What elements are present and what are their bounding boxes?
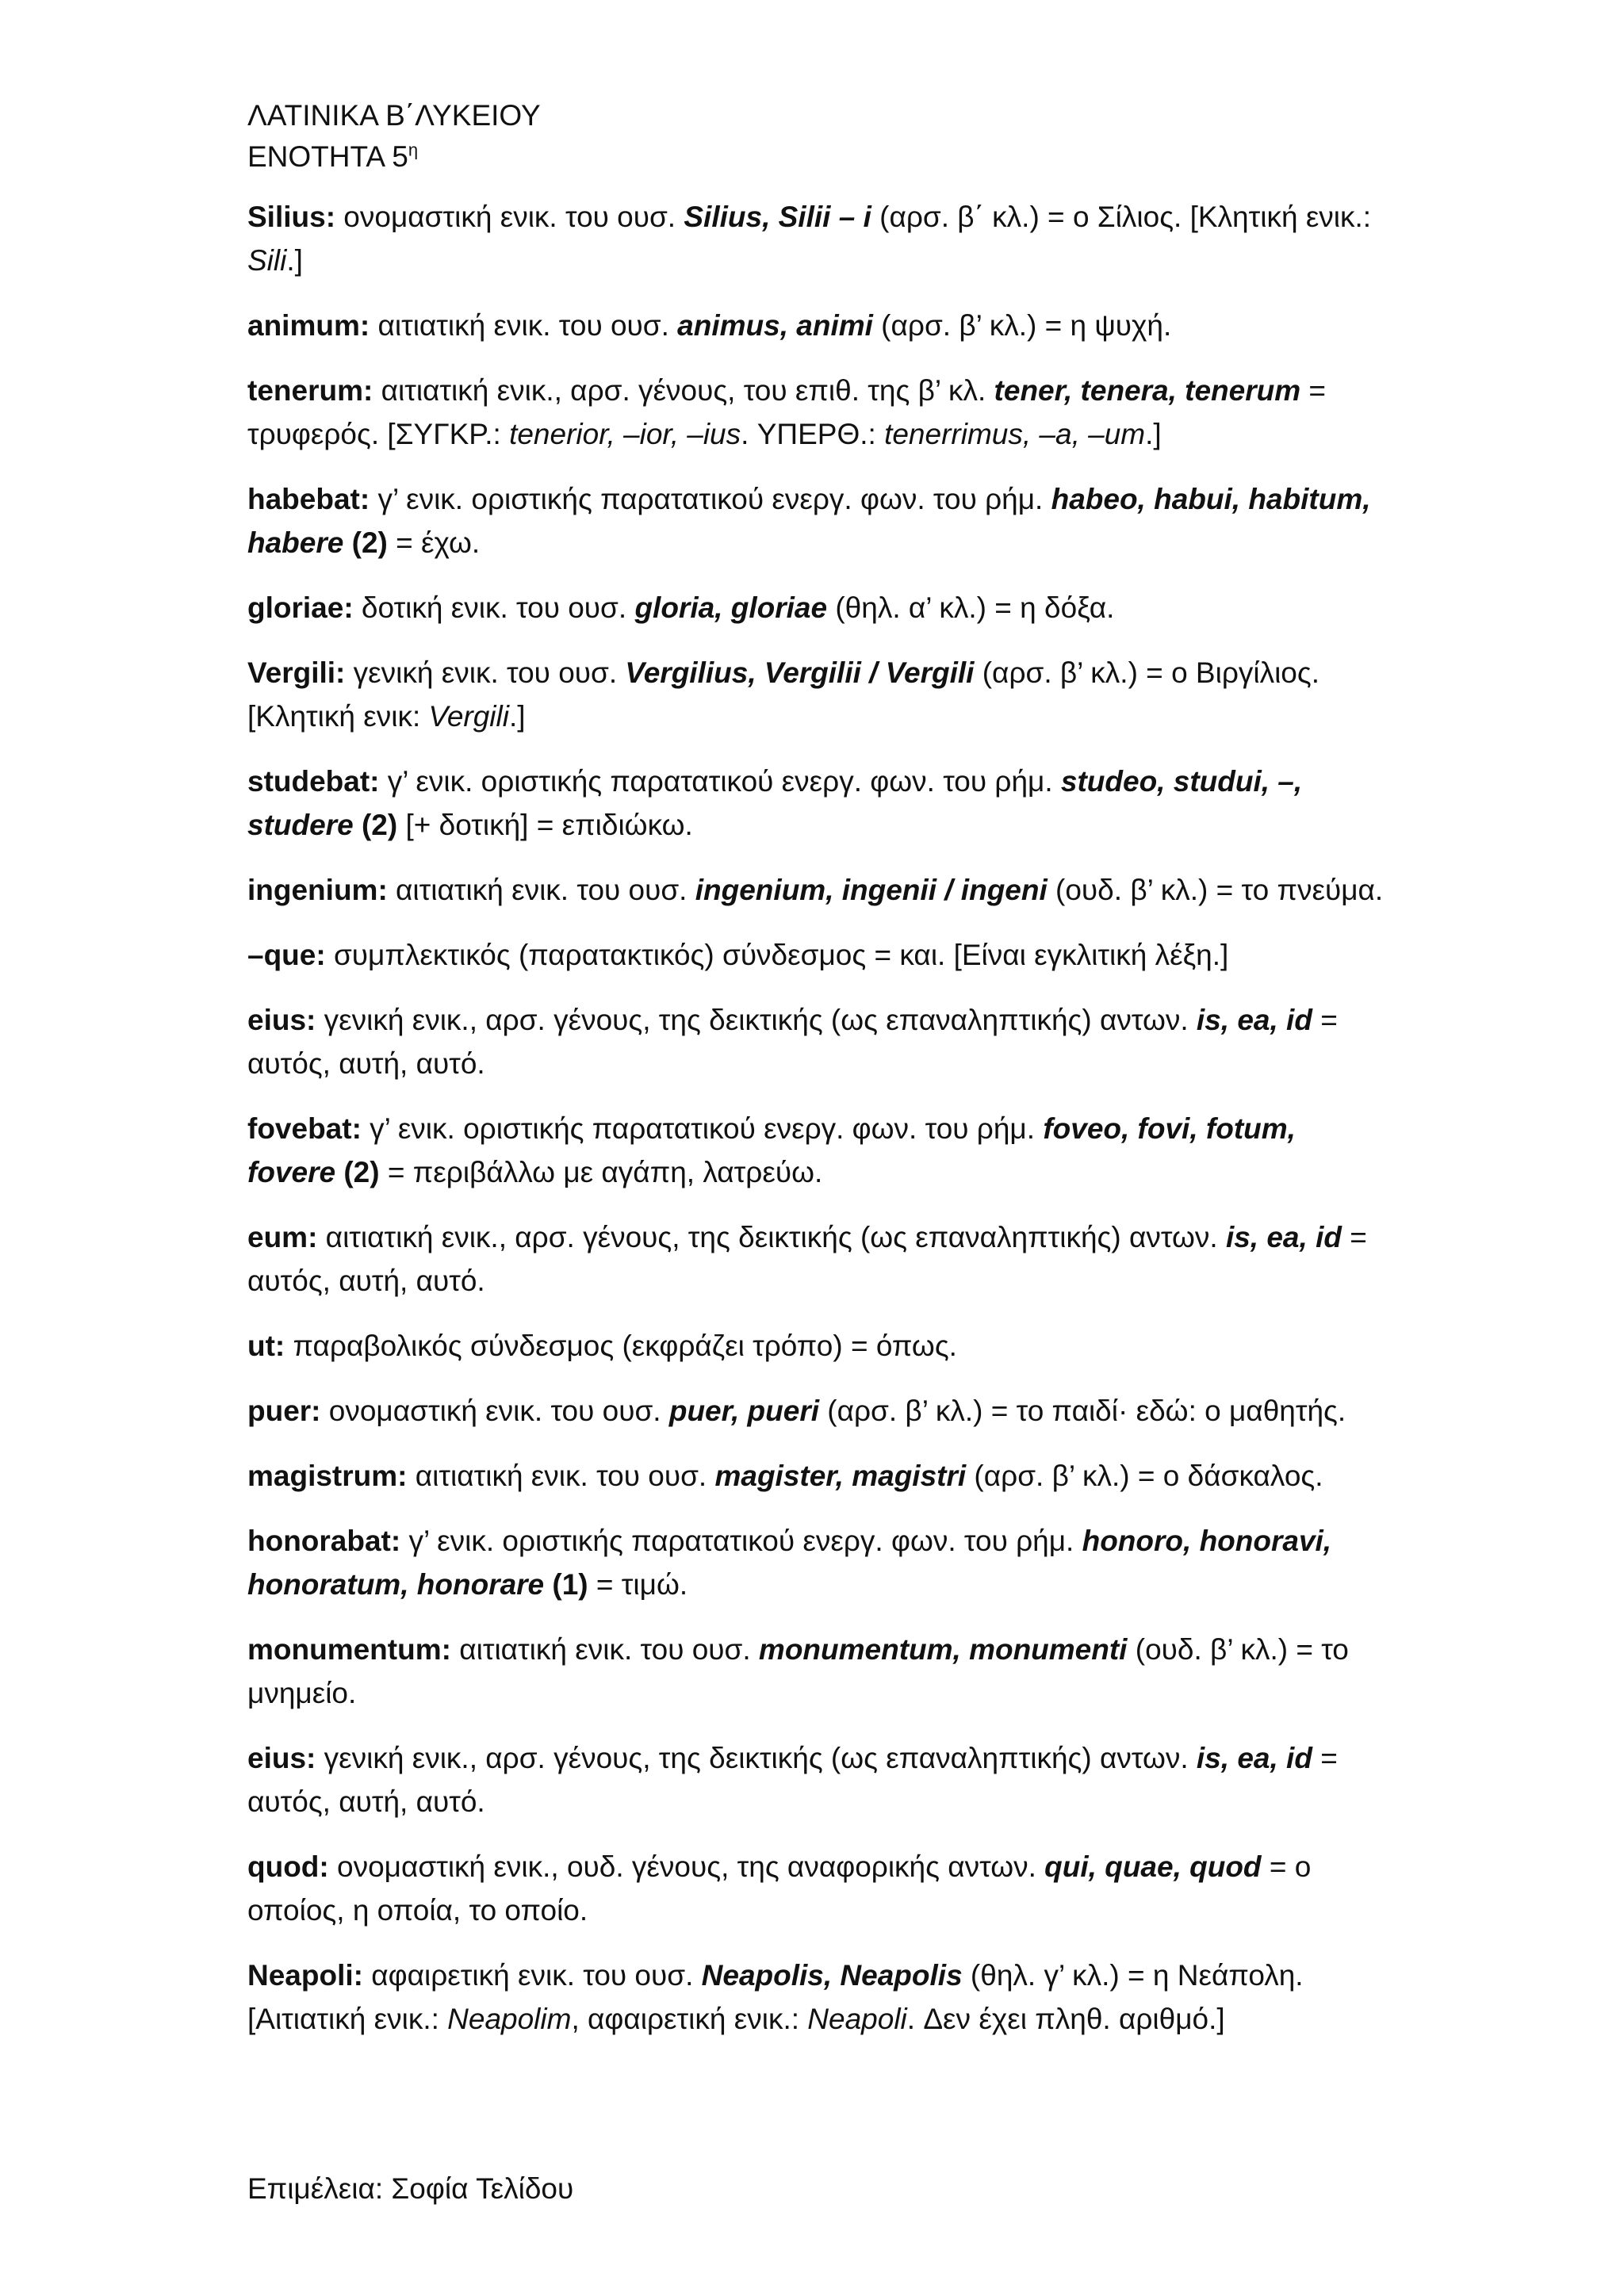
- entry-headword: eius:: [247, 1742, 316, 1774]
- entry-latin-forms: qui, quae, quod: [1044, 1850, 1262, 1883]
- glossary-entry: [247, 933, 1389, 977]
- entry-latin-forms-wrap: [994, 374, 1301, 407]
- entry-description: αιτιατική ενικ. του ουσ.: [387, 874, 695, 906]
- entry-latin-forms-wrap: [1197, 1742, 1312, 1774]
- entry-headword: Vergili:: [247, 656, 346, 689]
- entry-italic-form: Neapolim: [447, 2003, 572, 2035]
- entry-latin-forms: is, ea, id: [1225, 1221, 1342, 1253]
- glossary-entry: [247, 868, 1389, 912]
- entry-description: [+ δοτική] = επιδιώκω.: [397, 809, 693, 841]
- entry-description: .]: [1145, 418, 1162, 450]
- entry-headword: magistrum:: [247, 1460, 408, 1492]
- entry-headword: tenerum:: [247, 374, 373, 407]
- entry-description: (θηλ. γ’ κλ.) = η Νεάπολη. [Αιτιατική ενικ.:: [247, 1959, 1304, 2035]
- entry-latin-forms-wrap: [669, 1395, 819, 1427]
- glossary-entry: [247, 304, 1389, 347]
- entry-latin-forms: is, ea, id: [1196, 1004, 1312, 1036]
- glossary-entry: [247, 1107, 1389, 1194]
- entry-description: = αυτός, αυτή, αυτό.: [247, 1221, 1367, 1297]
- entry-latin-forms: animus, animi: [677, 309, 873, 342]
- entry-description: . Δεν έχει πληθ. αριθμό.]: [906, 2003, 1225, 2035]
- entry-latin-forms: is, ea, id: [1196, 1742, 1312, 1774]
- entry-description: (αρσ. β’ κλ.) = ο Βιργίλιος. [Κλητική ενικ:: [247, 656, 1320, 733]
- entry-headword: gloriae:: [247, 591, 354, 624]
- glossary-entry: [247, 1389, 1389, 1433]
- entry-latin-forms: honoro, honoravi, honoratum, honorare: [247, 1525, 1332, 1601]
- entry-headword: fovebat:: [247, 1112, 362, 1145]
- entry-description: [335, 1156, 343, 1188]
- entry-headword: Silius:: [247, 201, 336, 233]
- entry-description: (θηλ. α’ κλ.) = η δόξα.: [827, 591, 1115, 624]
- entry-headword: monumentum:: [247, 1633, 451, 1666]
- glossary-list: [247, 195, 1389, 2041]
- glossary-entry: [247, 1954, 1389, 2041]
- entry-conjugation-number: (2): [351, 526, 388, 559]
- entry-latin-forms: monumentum, monumenti: [758, 1633, 1128, 1666]
- entry-latin-forms-wrap: [714, 1460, 966, 1492]
- entry-latin-forms-wrap: [1044, 1850, 1261, 1883]
- entry-description: αιτιατική ενικ. του ουσ.: [450, 1633, 759, 1666]
- entry-headword: –que:: [247, 939, 326, 971]
- entry-description: = τιμώ.: [588, 1568, 688, 1601]
- entry-description: συμπλεκτικός (παρατακτικός) σύνδεσμος = και. [Είναι εγκλιτική λέξη.]: [325, 939, 1229, 971]
- entry-description: (αρσ. β’ κλ.) = η ψυχή.: [872, 309, 1172, 342]
- glossary-entry: [247, 1628, 1389, 1715]
- entry-latin-forms-wrap: [677, 309, 873, 342]
- entry-description: , αφαιρετική ενικ.:: [571, 2003, 808, 2035]
- entry-description: .]: [508, 700, 526, 733]
- entry-description: = αυτός, αυτή, αυτό.: [247, 1742, 1338, 1818]
- entry-description: γενική ενικ. του ουσ.: [345, 656, 626, 689]
- entry-description: .]: [286, 244, 303, 277]
- entry-description: . ΥΠΕΡΘ.:: [741, 418, 885, 450]
- entry-description: (αρσ. β’ κλ.) = το παιδί· εδώ: ο μαθητής.: [819, 1395, 1346, 1427]
- entry-description: = ο οποίος, η οποία, το οποίο.: [247, 1850, 1312, 1927]
- entry-headword: studebat:: [247, 765, 380, 798]
- entry-headword: habebat:: [247, 483, 370, 515]
- entry-latin-forms: foveo, fovi, fotum, fovere: [247, 1112, 1296, 1188]
- entry-latin-forms-wrap: [634, 591, 827, 624]
- entry-headword: quod:: [247, 1850, 329, 1883]
- entry-latin-forms-wrap: [759, 1633, 1128, 1666]
- entry-latin-forms-wrap: [684, 201, 871, 233]
- entry-description: ονομαστική ενικ., ουδ. γένους, της αναφορικής αντων.: [328, 1850, 1045, 1883]
- entry-headword: ingenium:: [247, 874, 388, 906]
- entry-description: [343, 526, 351, 559]
- entry-latin-forms: puer, pueri: [668, 1395, 819, 1427]
- glossary-entry: [247, 195, 1389, 282]
- entry-description: παραβολικός σύνδεσμος (εκφράζει τρόπο) = όπως.: [285, 1330, 957, 1362]
- entry-latin-forms: magister, magistri: [714, 1460, 967, 1492]
- entry-description: γ’ ενικ. οριστικής παρατατικού ενεργ. φων. του ρήμ.: [400, 1525, 1082, 1557]
- entry-description: [354, 809, 362, 841]
- unit-heading-superscript: η: [408, 140, 419, 160]
- entry-conjugation-number: (1): [552, 1568, 588, 1601]
- entry-headword: Neapoli:: [247, 1959, 363, 1992]
- entry-description: (ουδ. β’ κλ.) = το πνεύμα.: [1047, 874, 1384, 906]
- entry-description: (αρσ. β΄ κλ.) = ο Σίλιος. [Κλητική ενικ.:: [871, 201, 1372, 233]
- entry-description: γενική ενικ., αρσ. γένους, της δεικτικής (ως επαναληπτικής) αντων.: [316, 1004, 1197, 1036]
- glossary-entry: [247, 1215, 1389, 1303]
- entry-italic-form: Vergili: [428, 700, 509, 733]
- entry-latin-forms-wrap: [695, 874, 1048, 906]
- entry-description: (αρσ. β’ κλ.) = ο δάσκαλος.: [966, 1460, 1323, 1492]
- entry-latin-forms-wrap: [702, 1959, 963, 1992]
- entry-description: αιτιατική ενικ., αρσ. γένους, του επιθ. της β’ κλ.: [373, 374, 994, 407]
- entry-description: ονομαστική ενικ. του ουσ.: [320, 1395, 669, 1427]
- document-title: [247, 95, 1389, 136]
- entry-description: αιτιατική ενικ. του ουσ.: [370, 309, 678, 342]
- entry-italic-form: Sili: [247, 244, 287, 277]
- entry-latin-forms: tener, tenera, tenerum: [994, 374, 1301, 407]
- entry-conjugation-number: (2): [343, 1156, 380, 1188]
- glossary-entry: [247, 586, 1389, 629]
- entry-latin-forms-wrap: [1197, 1004, 1312, 1036]
- entry-headword: puer:: [247, 1395, 321, 1427]
- entry-description: = τρυφερός. [ΣΥΓΚΡ.:: [247, 374, 1327, 450]
- entry-latin-forms: Neapolis, Neapolis: [701, 1959, 963, 1992]
- entry-description: αφαιρετική ενικ. του ουσ.: [362, 1959, 702, 1992]
- entry-description: = έχω.: [387, 526, 481, 559]
- entry-description: γ’ ενικ. οριστικής παρατατικού ενεργ. φων. του ρήμ.: [370, 483, 1051, 515]
- entry-latin-forms: ingenium, ingenii / ingeni: [695, 874, 1048, 906]
- glossary-entry: [247, 651, 1389, 738]
- entry-headword: eius:: [247, 1004, 316, 1036]
- footer-credit-text: Επιμέλεια: Σοφία Τελίδου: [247, 2172, 574, 2205]
- glossary-entry: [247, 369, 1389, 456]
- entry-latin-forms: gloria, gloriae: [634, 591, 828, 624]
- title-text: ΛΑΤΙΝΙΚΑ Β΄ΛΥΚΕΙΟΥ: [247, 99, 541, 132]
- entry-headword: eum:: [247, 1221, 318, 1253]
- entry-description: γενική ενικ., αρσ. γένους, της δεικτικής (ως επαναληπτικής) αντων.: [316, 1742, 1197, 1774]
- entry-description: γ’ ενικ. οριστικής παρατατικού ενεργ. φων. του ρήμ.: [379, 765, 1061, 798]
- entry-latin-forms: studeo, studui, –, studere: [247, 765, 1303, 841]
- entry-latin-forms-wrap: [1226, 1221, 1342, 1253]
- glossary-entry: [247, 1324, 1389, 1368]
- entry-description: = περιβάλλω με αγάπη, λατρεύω.: [379, 1156, 823, 1188]
- entry-description: = αυτός, αυτή, αυτό.: [247, 1004, 1338, 1080]
- entry-headword: animum:: [247, 309, 370, 342]
- entry-conjugation-number: (2): [361, 809, 398, 841]
- entry-headword: ut:: [247, 1330, 285, 1362]
- entry-description: [544, 1568, 552, 1601]
- entry-description: αιτιατική ενικ. του ουσ.: [407, 1460, 715, 1492]
- entry-latin-forms: Vergilius, Vergilii / Vergili: [625, 656, 975, 689]
- glossary-entry: [247, 1454, 1389, 1498]
- entry-description: γ’ ενικ. οριστικής παρατατικού ενεργ. φων. του ρήμ.: [361, 1112, 1044, 1145]
- glossary-entry: [247, 1736, 1389, 1823]
- entry-latin-forms: Silius, Silii – i: [684, 201, 871, 233]
- glossary-entry: [247, 1519, 1389, 1606]
- entry-description: (ουδ. β’ κλ.) = το μνημείο.: [247, 1633, 1349, 1709]
- glossary-entry: [247, 760, 1389, 847]
- entry-italic-form: tenerior, –ior, –ius: [509, 418, 741, 450]
- unit-heading-text: ΕΝΟΤΗΤΑ 5: [247, 140, 408, 173]
- document-page: [247, 95, 1389, 2062]
- entry-latin-forms-wrap: [625, 656, 974, 689]
- entry-description: ονομαστική ενικ. του ουσ.: [335, 201, 684, 233]
- entry-description: δοτική ενικ. του ουσ.: [353, 591, 635, 624]
- unit-heading: [247, 136, 1389, 178]
- entry-description: αιτιατική ενικ., αρσ. γένους, της δεικτικής (ως επαναληπτικής) αντων.: [317, 1221, 1226, 1253]
- entry-headword: honorabat:: [247, 1525, 401, 1557]
- entry-italic-form: Neapoli: [807, 2003, 907, 2035]
- glossary-entry: [247, 477, 1389, 564]
- footer-credit: [247, 2168, 573, 2210]
- entry-italic-form: tenerrimus, –a, –um: [884, 418, 1146, 450]
- entry-latin-forms: habeo, habui, habitum, habere: [247, 483, 1371, 559]
- glossary-entry: [247, 1845, 1389, 1932]
- glossary-entry: [247, 998, 1389, 1085]
